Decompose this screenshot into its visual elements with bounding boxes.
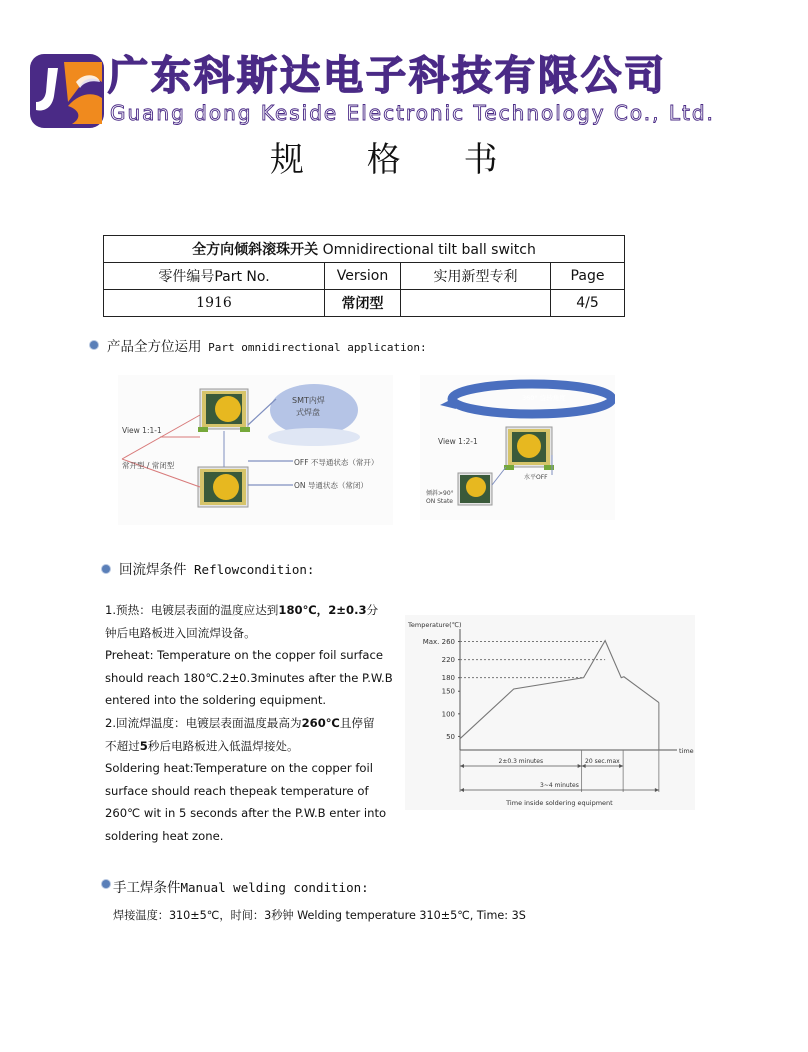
on-state-label: ON 导通状态（常闭） xyxy=(294,481,368,490)
company-name-cn: 广东科斯达电子科技有限公司 xyxy=(108,53,667,99)
section-title-en: Reflowcondition: xyxy=(186,562,315,577)
section-title-cn: 产品全方位运用 xyxy=(107,339,202,355)
patent-header: 实用新型专利 xyxy=(401,263,551,290)
section-title-cn: 回流焊条件 xyxy=(119,562,187,578)
interval-label: 3~4 minutes xyxy=(540,782,579,789)
version-header: Version xyxy=(325,263,401,290)
reflow-line xyxy=(105,802,395,825)
reflow-line xyxy=(105,780,395,803)
reflow-line-segment: entered into the soldering equipment. xyxy=(105,693,327,708)
on-state-label-2: ON State xyxy=(426,498,453,505)
reflow-line-segment: 不超过 xyxy=(105,738,140,753)
reflow-line-segment: 分 xyxy=(366,603,379,617)
page-header: Page xyxy=(551,263,625,290)
type-label: 常开型 / 常闭型 xyxy=(122,461,175,470)
reflow-line-segment: 且停留 xyxy=(339,715,375,730)
bubble-label-line2: 式焊盘 xyxy=(296,408,320,417)
reflow-line-segment: should reach 180℃.2±0.3minutes after the P.W.B xyxy=(105,670,393,685)
switch-bottom xyxy=(198,467,248,507)
page-value: 4/5 xyxy=(551,290,625,317)
horizontal-state-label: 水平OFF xyxy=(524,474,548,481)
view-label-2: View 1:2-1 xyxy=(438,437,478,446)
y-tick-label: 100 xyxy=(441,710,455,719)
section-reflow-title xyxy=(119,558,314,578)
y-tick-label: 150 xyxy=(441,687,455,696)
reflow-line-segment: soldering heat zone. xyxy=(105,828,224,843)
reflow-line-segment: surface should reach thepeak temperature of xyxy=(105,783,369,798)
reflow-line xyxy=(105,622,395,645)
reflow-line-segment: 1.预热：电镀层表面的温度应达到 xyxy=(105,603,279,617)
y-tick-label: Max. 260 xyxy=(422,638,455,647)
y-tick-label: 50 xyxy=(446,732,455,741)
bubble-shadow xyxy=(268,428,360,446)
reflow-line xyxy=(105,599,395,622)
section-title-cn: 手工焊条件 xyxy=(113,880,181,896)
reflow-line xyxy=(105,712,395,735)
bubble-label-line1: SMT内焊 xyxy=(292,396,325,405)
reflow-profile-chart xyxy=(405,615,695,810)
version-value: 常闭型 xyxy=(325,290,401,317)
reflow-line-segment: Soldering heat:Temperature on the copper foil xyxy=(105,761,373,776)
rotation-label: 360° 旋转角度 xyxy=(522,394,566,402)
bullet-icon xyxy=(102,565,110,573)
x-axis-label: time xyxy=(679,747,694,755)
reflow-line-segment: 2.回流焊温度：电镀层表面温度最高为 xyxy=(105,715,302,730)
section-manual-title xyxy=(113,876,369,896)
reflow-line-segment: 秒后电路板进入低温焊接处。 xyxy=(147,738,299,753)
reflow-line xyxy=(105,825,395,848)
reflow-line-segment: Preheat: Temperature on the copper foil surface xyxy=(105,648,384,663)
reflow-line xyxy=(105,689,395,712)
reflow-line xyxy=(105,757,395,780)
y-axis-label: Temperature(℃) xyxy=(408,621,462,629)
y-tick-label: 180 xyxy=(441,674,455,683)
patent-value xyxy=(401,290,551,317)
section-title-en: Manual welding condition: xyxy=(180,880,369,895)
reflow-line-segment: 5 xyxy=(139,738,148,753)
switch-horizontal xyxy=(504,427,554,470)
keside-logo-icon xyxy=(28,52,106,130)
manual-welding-condition: 焊接温度：310±5℃，时间：3秒钟 Welding temperature 310±5℃, Time: 3S xyxy=(113,909,526,922)
reflow-line xyxy=(105,735,395,758)
y-tick-label: 220 xyxy=(441,656,455,665)
company-name-en: Guang dong Keside Electronic Technology Co., Ltd. xyxy=(110,101,715,125)
table-row xyxy=(104,290,625,317)
chart-caption: Time inside soldering equipment xyxy=(506,799,613,807)
product-name-cell xyxy=(104,236,625,263)
switch-tilted xyxy=(458,473,492,505)
part-no-header: 零件编号Part No. xyxy=(104,263,325,290)
switch-top xyxy=(198,389,250,432)
bullet-icon xyxy=(90,341,98,349)
application-diagram-2 xyxy=(420,375,615,520)
part-no-value: 1916 xyxy=(104,290,325,317)
reflow-line-segment: 260℃ xyxy=(301,715,340,730)
interval-label: 20 sec.max xyxy=(585,758,620,765)
product-name-en: Omnidirectional tilt ball switch xyxy=(318,242,536,258)
reflow-line-segment: 180℃，2±0.3 xyxy=(278,603,367,617)
reflow-line xyxy=(105,667,395,690)
section-title-en: Part omnidirectional application: xyxy=(201,341,427,354)
product-name-cn: 全方向倾斜滚珠开关 xyxy=(192,242,319,258)
reflow-line xyxy=(105,644,395,667)
section-application-title xyxy=(107,335,427,355)
off-state-label: OFF 不导通状态（常开） xyxy=(294,458,379,467)
bullet-icon xyxy=(102,880,110,888)
interval-label: 2±0.3 minutes xyxy=(498,758,544,765)
view-label-1: View 1:1-1 xyxy=(122,426,162,435)
document-title: 规 格 书 xyxy=(270,140,524,180)
tilt-label: 倾斜>90° xyxy=(426,490,454,497)
table-row xyxy=(104,263,625,290)
application-diagram-1 xyxy=(118,375,393,525)
spec-table xyxy=(103,235,625,317)
reflow-line-segment: 钟后电路板进入回流焊设备。 xyxy=(105,625,256,640)
reflow-line-segment: 260℃ wit in 5 seconds after the P.W.B enter into xyxy=(105,806,387,821)
reflow-instructions xyxy=(105,599,395,848)
table-row xyxy=(104,236,625,263)
